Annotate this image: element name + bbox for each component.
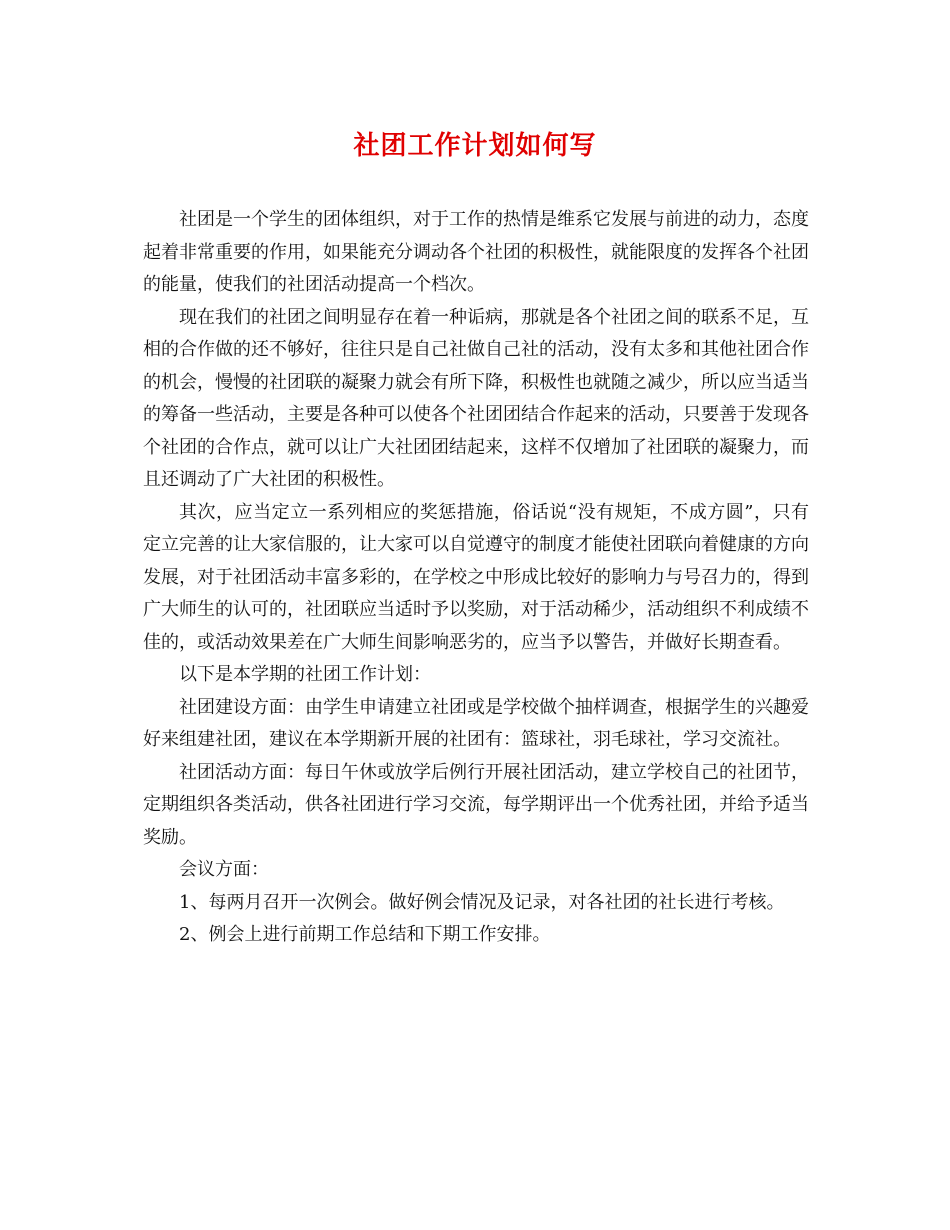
- paragraph-plan-intro: 以下是本学期的社团工作计划：: [179, 664, 431, 685]
- paragraph-club-building: 社团建设方面：由学生申请建立社团或是学校做个抽样调查，根据学生的兴趣爱好来组建社团，建议在本学期新开展的社团有：篮球社，羽毛球社，学习交流社。: [143, 696, 809, 750]
- paragraph-club-activities: 社团活动方面：每日午休或放学后例行开展社团活动，建立学校自己的社团节，定期组织各类活动，供各社团进行学习交流，每学期评出一个优秀社团，并给予适当奖励。: [143, 761, 809, 848]
- paragraph-meeting-item-1: 1、每两月召开一次例会。做好例会情况及记录，对各社团的社长进行考核。: [179, 891, 785, 913]
- paragraph-rewards-penalties: 其次，应当定立一系列相应的奖惩措施，俗话说“没有规矩，不成方圆”，只有定立完善的让大家信服的，让大家可以自觉遵守的制度才能使社团联向着健康的方向发展，对于社团活动丰富多彩的，在学校之中形成比较好的影响力与号召力的，得到广大师生的认可的，社团联应当适时予以奖励，对于活动稀少，活动组织不利成绩不佳的，或活动效果差在广大师生间影响恶劣的，应当予以警告，并做好长期查看。: [143, 501, 809, 653]
- document-body: [143, 204, 809, 952]
- paragraph-intro: 社团是一个学生的团体组织，对于工作的热情是维系它发展与前进的动力，态度起着非常重要的作用，如果能充分调动各个社团的积极性，就能限度的发挥各个社团的能量，使我们的社团活动提高一个档次。: [143, 209, 809, 295]
- paragraph-meetings-heading: 会议方面：: [179, 859, 269, 880]
- paragraph-current-issues: 现在我们的社团之间明显存在着一种诟病，那就是各个社团之间的联系不足，互相的合作做的还不够好，往往只是自己社做自己社的活动，没有太多和其他社团合作的机会，慢慢的社团联的凝聚力就会有所下降，积极性也就随之减少，所以应当适当的筹备一些活动，主要是各种可以使各个社团团结合作起来的活动，只要善于发现各个社团的合作点，就可以让广大社团团结起来，这样不仅增加了社团联的凝聚力，而且还调动了广大社团的积极性。: [143, 306, 809, 490]
- document-title: 社团工作计划如何写: [353, 131, 597, 161]
- paragraph-meeting-item-2: 2、例会上进行前期工作总结和下期工作安排。: [179, 924, 551, 945]
